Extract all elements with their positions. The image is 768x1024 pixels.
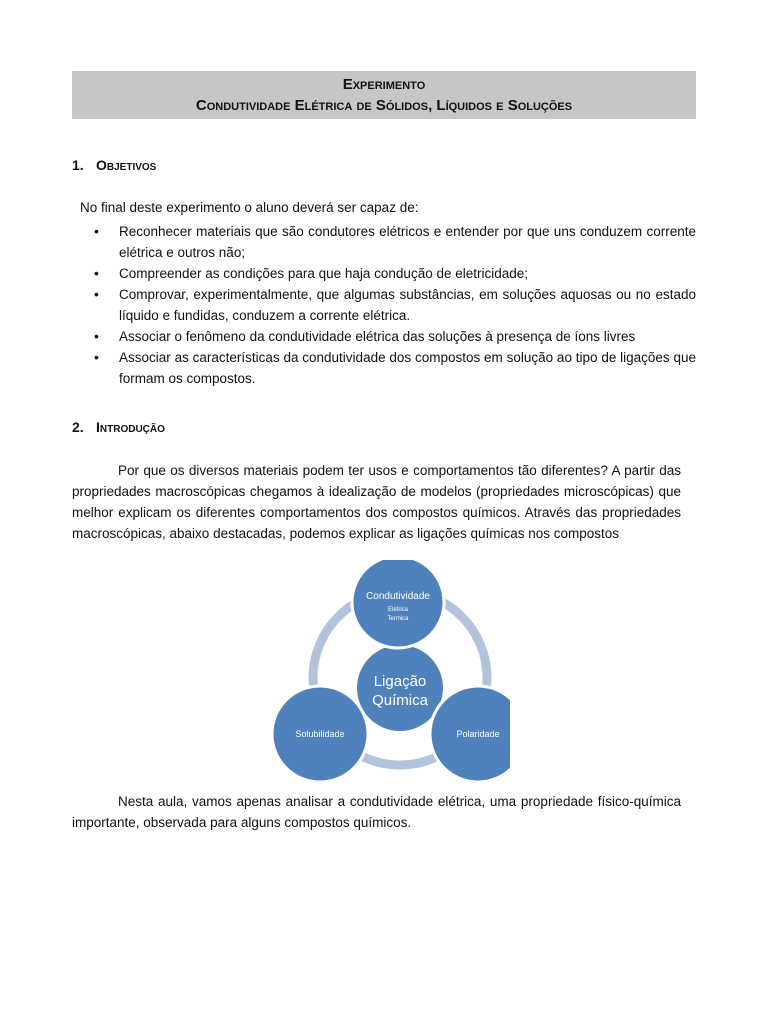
section-title: Objetivos <box>96 157 157 173</box>
top-node-sub-2: Termica <box>387 616 409 622</box>
left-node-label: Solubilidade <box>295 729 345 739</box>
list-item: • Associar o fenômeno da condutividade elétrica das soluções à presença de íons livres <box>94 326 696 347</box>
top-node-label: Condutividade <box>366 591 430 602</box>
paragraph-text: Por que os diversos materiais podem ter usos e comportamentos tão diferentes? A partir das propriedades macroscópicas chegamos à idealização de modelos (propriedades microscópicas) que melhor explicam os diferentes comportamentos dos compostos químicos. Através das propriedades macroscópicas, abaixo destacadas, podemos explicar as ligações químicas nos compostos <box>72 463 681 541</box>
section-title: Introdução <box>96 419 165 435</box>
objectives-list <box>94 221 696 389</box>
list-item: • Compreender as condições para que haja condução de eletricidade; <box>94 263 696 284</box>
right-node-label: Polaridade <box>456 729 500 739</box>
title-line-1: Experimento <box>342 76 426 93</box>
top-node <box>352 560 444 648</box>
list-item: • Associar as características da condutividade dos compostos em solução ao tipo de ligações que formam os compostos. <box>94 347 696 389</box>
list-item: • Reconhecer materiais que são condutores elétricos e entender por que uns conduzem corrente elétrica e outros não; <box>94 221 696 263</box>
section-number: 1. <box>72 157 84 173</box>
intro-paragraph-1 <box>72 460 681 544</box>
diagram-svg <box>260 560 510 785</box>
title-line-2: Condutividade Elétrica de Sólidos, Líquidos e Soluções <box>195 97 573 114</box>
center-label-1: Ligação <box>373 673 427 690</box>
section-heading-objetivos <box>72 157 156 173</box>
section-number: 2. <box>72 419 84 435</box>
title-box <box>72 71 696 119</box>
ligacao-quimica-diagram <box>260 560 510 790</box>
paragraph-text: Nesta aula, vamos apenas analisar a condutividade elétrica, uma propriedade físico-química importante, observada para alguns compostos químicos. <box>72 794 681 830</box>
top-node-sub-1: Elétrica <box>387 607 409 613</box>
objectives-intro: No final deste experimento o aluno deverá ser capaz de: <box>80 200 419 215</box>
intro-paragraph-2 <box>72 791 681 833</box>
center-label-2: Química <box>372 692 428 709</box>
section-heading-introducao <box>72 419 165 435</box>
list-item: • Comprovar, experimentalmente, que algumas substâncias, em soluções aquosas ou no estado líquido e fundidas, conduzem a corrente elétrica. <box>94 284 696 326</box>
